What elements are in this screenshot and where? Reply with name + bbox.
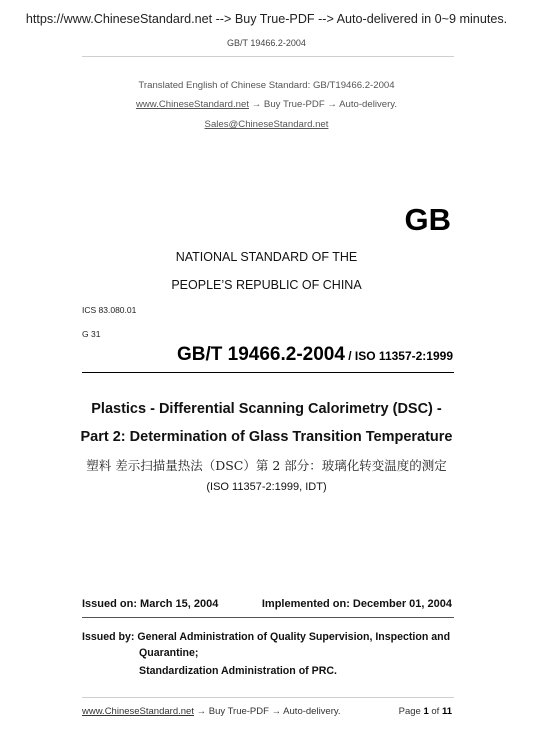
- issued-by: [82, 629, 462, 661]
- header-divider: [82, 56, 454, 57]
- footer-site-link[interactable]: www.ChineseStandard.net: [82, 706, 194, 717]
- standard-number: GB/T 19466.2-2004: [176, 344, 345, 365]
- national-standard-line1: NATIONAL STANDARD OF THE: [175, 250, 358, 264]
- title-line1: Plastics - Differential Scanning Calorimetry (DSC) -: [91, 401, 442, 417]
- implemented-date: Implemented on: December 01, 2004: [261, 598, 452, 610]
- email-line: [0, 119, 533, 130]
- national-standard-line2: PEOPLE’S REPUBLIC OF CHINA: [171, 278, 362, 292]
- ccs-code: G 31: [82, 329, 101, 339]
- iso-equivalent: / ISO 11357-2:1999: [344, 349, 453, 363]
- page-total: 11: [441, 706, 452, 717]
- purchase-text: → Buy True-PDF → Auto-delivery.: [249, 99, 398, 110]
- dates-divider: [82, 617, 454, 618]
- issued-by-line1: Issued by: General Administration of Quality Supervision, Inspection and: [82, 631, 451, 643]
- issued-by-line2: Quarantine;: [139, 647, 199, 659]
- ics-code: ICS 83.080.01: [82, 305, 137, 315]
- iso-reference: (ISO 11357-2:1999, IDT): [206, 481, 327, 493]
- issued-date: Issued on: March 15, 2004: [82, 598, 219, 610]
- footer-purchase-text: → Buy True-PDF → Auto-delivery.: [193, 706, 341, 717]
- email-link[interactable]: Sales@ChineseStandard.net: [204, 119, 329, 130]
- issued-by-line3: Standardization Administration of PRC.: [139, 665, 337, 677]
- standard-number-line: [177, 344, 453, 366]
- title-line2: Part 2: Determination of Glass Transition Temperature: [80, 429, 453, 445]
- site-link[interactable]: www.ChineseStandard.net: [135, 99, 249, 110]
- page-current: 1: [423, 706, 429, 717]
- footer-purchase-line: [82, 706, 341, 717]
- running-header-standard: GB/T 19466.2-2004: [227, 38, 306, 48]
- page-of: of: [428, 706, 442, 717]
- page-indicator: [399, 706, 452, 717]
- footer-divider: [82, 697, 454, 698]
- page-label: Page: [398, 706, 424, 717]
- top-banner: https://www.ChineseStandard.net --> Buy True-PDF --> Auto-delivered in 0~9 minutes.: [25, 12, 508, 26]
- translation-note: Translated English of Chinese Standard: GB/T19466.2-2004: [138, 80, 395, 91]
- standard-divider: [82, 372, 454, 373]
- gb-mark: GB: [404, 202, 451, 237]
- chinese-title: 塑料 差示扫描量热法（DSC）第 2 部分：玻璃化转变温度的测定: [86, 458, 447, 473]
- purchase-line: [0, 99, 533, 110]
